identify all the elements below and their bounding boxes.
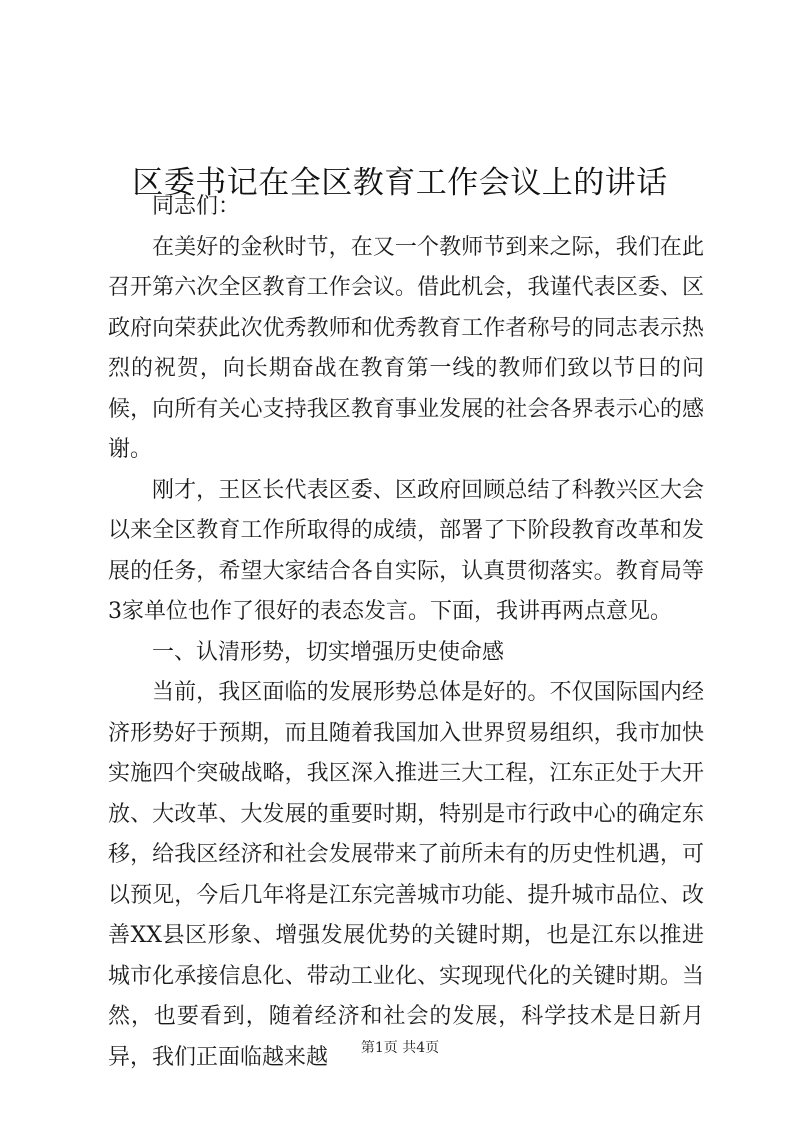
paragraph-situation: 当前，我区面临的发展形势总体是好的。不仅国际国内经济形势好于预期，而且随着我国加入世界贸易组织，我市加快实施四个突破战略，我区深入推进三大工程，江东正处于大开放、大改革、大发展的重要时期，特别是市行政中心的确定东移，给我区经济和社会发展带来了前所未有的历史性机遇，可以预见，今后几年将是江东完善城市功能、提升城市品位、改善XX县区形象、增强发展优势的关键时期，也是江东以推进城市化承接信息化、带动工业化、实现现代化的关键时期。当然，也要看到，随着经济和社会的发展，科学技术是日新月异，我们正面临越来越 xyxy=(108,680,704,1070)
document-body xyxy=(108,187,704,1078)
document-title: 区委书记在全区教育工作会议上的讲话 xyxy=(132,164,668,201)
page-number-footer: 第1页 共4页 xyxy=(360,1040,440,1056)
paragraph-opening: 在美好的金秋时节，在又一个教师节到来之际，我们在此召开第六次全区教育工作会议。借此机会，我谨代表区委、区政府向荣获此次优秀教师和优秀教育工作者称号的同志表示热烈的祝贺，向长期奋战在教育第一线的教师们致以节日的问候，向所有关心支持我区教育事业发展的社会各界表示心的感谢。 xyxy=(108,234,704,462)
section-heading-1: 一、认清形势，切实增强历史使命感 xyxy=(152,639,505,665)
salutation: 同志们： xyxy=(152,194,241,219)
paragraph-review: 刚才，王区长代表区委、区政府回顾总结了科教兴区大会以来全区教育工作所取得的成绩，部署了下阶段教育改革和发展的任务，希望大家结合各自实际，认真贯彻落实。教育局等3家单位也作了很好的表态发言。下面，我讲再两点意见。 xyxy=(108,477,704,624)
